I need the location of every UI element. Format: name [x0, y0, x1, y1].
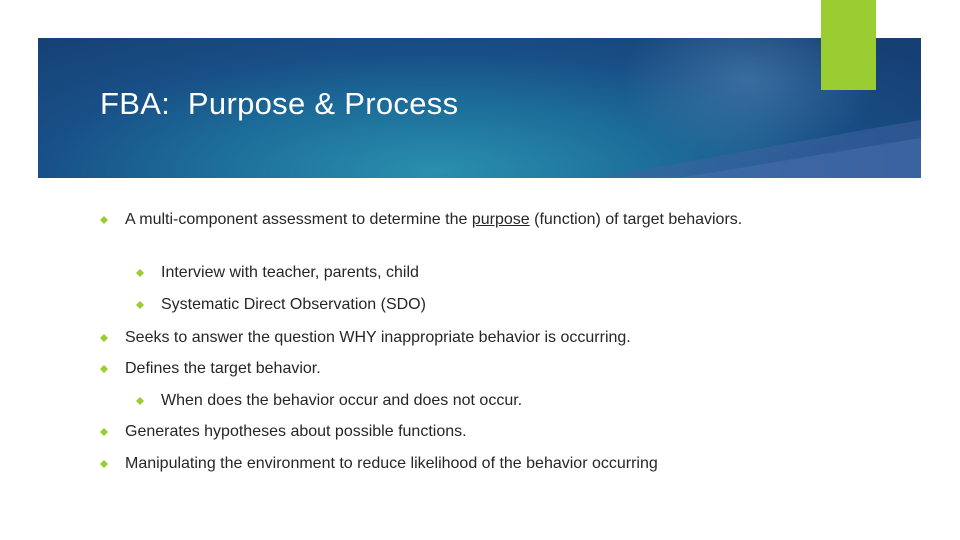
- bullet-text: Manipulating the environment to reduce likelihood of the behavior occurring: [125, 455, 658, 472]
- bullet-text: When does the behavior occur and does not occur.: [161, 392, 523, 409]
- bullet-text: [125, 209, 745, 231]
- diamond-bullet-icon: [100, 365, 108, 373]
- slide-title: FBA: Purpose & Process: [100, 86, 459, 121]
- bullet-text: Seeks to answer the question WHY inappropriate behavior is occurring.: [125, 329, 631, 346]
- bullet-text-end: (function) of target behaviors.: [529, 211, 743, 228]
- diamond-bullet-icon: [100, 216, 108, 224]
- diamond-bullet-icon: [100, 428, 108, 436]
- bullet-text: Generates hypotheses about possible functions.: [125, 423, 467, 440]
- bullet-text-start: A multi-component assessment to determine the: [125, 211, 472, 228]
- bullet-text: Systematic Direct Observation (SDO): [161, 296, 426, 313]
- bullet-text: Interview with teacher, parents, child: [161, 264, 419, 281]
- underlined-word: purpose: [471, 211, 530, 228]
- bullet-text: Defines the target behavior.: [125, 360, 321, 377]
- diamond-bullet-icon: [100, 460, 108, 468]
- diamond-bullet-icon: [136, 397, 144, 405]
- diamond-bullet-icon: [136, 301, 144, 309]
- diamond-bullet-icon: [100, 334, 108, 342]
- diamond-bullet-icon: [136, 269, 144, 277]
